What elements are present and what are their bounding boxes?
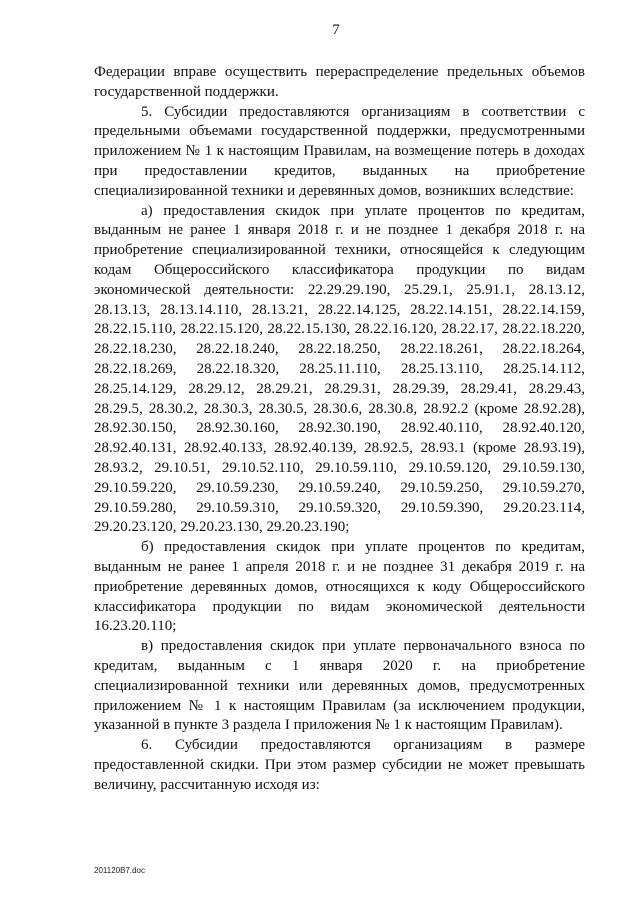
paragraph-continuation: Федерации вправе осуществить перераспределение предельных объемов государственной поддержки. [94, 64, 585, 100]
paragraph-subitem-v: в) предоставления скидок при уплате первоначального взноса по кредитам, выданным с 1 января 2020 г. на приобретение специализированной техники или деревянных домов, предусмотренных приложением № 1 к настоящим Правилам (за исключением продукции, указанной в пункте 3 раздела I приложения № 1 к настоящим Правилам). [94, 638, 585, 734]
page-number: 7 [332, 22, 340, 38]
paragraph-item-6: 6. Субсидии предоставляются организациям в размере предоставленной скидки. При этом размер субсидии не может превышать величину, рассчитанную исходя из: [94, 737, 585, 793]
paragraph-item-5: 5. Субсидии предоставляются организациям в соответствии с предельными объемами государственной поддержки, предусмотренными приложением № 1 к настоящим Правилам, на возмещение потерь в доходах при предоставлении кредитов, выданных на приобретение специализированной техники и деревянных домов, возникших вследствие: [94, 103, 585, 199]
paragraph-subitem-b: б) предоставления скидок при уплате процентов по кредитам, выданным не ранее 1 апреля 2018 г. и не позднее 31 декабря 2019 г. на приобретение деревянных домов, относящихся к коду Общероссийского классификатора продукции по видам экономической деятельности 16.23.20.110; [94, 539, 585, 635]
footer-file-code: 201120B7.doc [94, 866, 146, 875]
paragraph-subitem-a: а) предоставления скидок при уплате процентов по кредитам, выданным не ранее 1 января 2018 г. и не позднее 1 декабря 2018 г. на приобретение специализированной техники, относящейся к следующим кодам Общероссийского классификатора продукции по видам экономической деятельности: 22.29.29.190, 25.29.1, 25.91.1, 28.13.12, 28.13.13, 28.13.14.110, 28.13.21, 28.22.14.125, 28.22.14.151, 28.22.14.159, 28.22.15.110, 28.22.15.120, 28.22.15.130, 28.22.16.120, 28.22.17, 28.22.18.220, 28.22.18.230, 28.22.18.240, 28.22.18.250, 28.22.18.261, 28.22.18.264, 28.22.18.269, 28.22.18.320, 28.25.11.110, 28.25.13.110, 28.25.14.112, 28.25.14.129, 28.29.12, 28.29.21, 28.29.31, 28.29.39, 28.29.41, 28.29.43, 28.29.5, 28.30.2, 28.30.3, 28.30.5, 28.30.6, 28.30.8, 28.92.2 (кроме 28.92.28), 28.92.30.150, 28.92.30.160, 28.92.30.190, 28.92.40.110, 28.92.40.120, 28.92.40.131, 28.92.40.133, 28.92.40.139, 28.92.5, 28.93.1 (кроме 28.93.19), 28.93.2, 29.10.51, 29.10.52.110, 29.10.59.110, 29.10.59.120, 29.10.59.130, 29.10.59.220, 29.10.59.230, 29.10.59.240, 29.10.59.250, 29.10.59.270, 29.10.59.280, 29.10.59.310, 29.10.59.320, 29.10.59.390, 29.20.23.114, 29.20.23.120, 29.20.23.130, 29.20.23.190; [94, 202, 585, 536]
document-body [94, 63, 585, 795]
